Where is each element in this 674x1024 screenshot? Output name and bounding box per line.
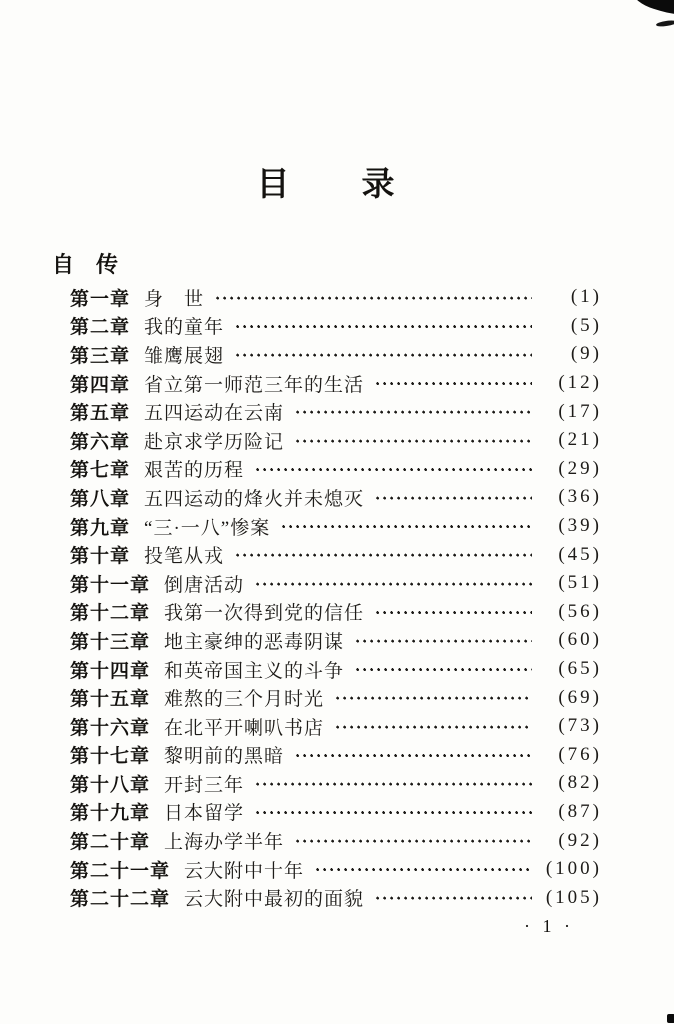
chapter-title: 身 世 xyxy=(144,288,205,310)
chapter-label: 第十五章 xyxy=(70,689,151,711)
dot-leader xyxy=(296,397,532,426)
chapter-page-number: (56) xyxy=(558,600,602,622)
chapter-title: 上海办学半年 xyxy=(164,832,285,854)
chapter-page-number: (65) xyxy=(558,658,602,680)
section-heading-autobiography: 自 传 xyxy=(52,252,119,277)
chapter-label: 第六章 xyxy=(70,431,131,453)
chapter-label: 第二十章 xyxy=(70,832,151,854)
chapter-page-number: (9) xyxy=(570,343,602,365)
dot-leader xyxy=(282,512,532,541)
dot-leader xyxy=(296,426,532,455)
chapter-title: 投笔从戎 xyxy=(144,546,225,568)
dot-leader xyxy=(336,683,532,712)
chapter-page-number: (87) xyxy=(558,800,602,822)
chapter-label: 第二十二章 xyxy=(70,889,171,911)
chapter-page-number: (105) xyxy=(545,886,602,908)
toc-entry xyxy=(70,655,602,684)
chapter-title: 省立第一师范三年的生活 xyxy=(144,374,365,396)
chapter-title: 我第一次得到党的信任 xyxy=(164,603,365,625)
chapter-title: 五四运动的烽火并未熄灭 xyxy=(144,488,365,510)
toc-entry xyxy=(70,798,602,827)
chapter-label: 第十七章 xyxy=(70,746,151,768)
dot-leader xyxy=(376,369,532,398)
toc-entry xyxy=(70,512,602,541)
chapter-label: 第十四章 xyxy=(70,660,151,682)
toc-entry xyxy=(70,369,602,398)
chapter-page-number: (51) xyxy=(558,572,602,594)
chapter-title: 我的童年 xyxy=(144,317,225,339)
dot-leader xyxy=(256,569,532,598)
toc-entry xyxy=(70,683,602,712)
toc-entry xyxy=(70,712,602,741)
toc-entry xyxy=(70,312,602,341)
chapter-label: 第一章 xyxy=(70,288,131,310)
dot-leader xyxy=(356,655,532,684)
chapter-page-number: (12) xyxy=(558,372,602,394)
chapter-label: 第十二章 xyxy=(70,603,151,625)
dot-leader xyxy=(296,741,532,770)
chapter-page-number: (5) xyxy=(570,314,602,336)
dot-leader xyxy=(376,483,532,512)
chapter-page-number: (29) xyxy=(558,457,602,479)
chapter-label: 第七章 xyxy=(70,460,131,482)
chapter-label: 第二章 xyxy=(70,317,131,339)
toc-entry xyxy=(70,340,602,369)
chapter-title: 赴京求学历险记 xyxy=(144,431,285,453)
chapter-title: 开封三年 xyxy=(164,774,245,796)
chapter-label: 第八章 xyxy=(70,488,131,510)
chapter-label: 第十一章 xyxy=(70,574,151,596)
chapter-label: 第十三章 xyxy=(70,631,151,653)
toc-entry xyxy=(70,283,602,312)
chapter-page-number: (92) xyxy=(558,829,602,851)
chapter-title: 地主豪绅的恶毒阴谋 xyxy=(164,631,345,653)
chapter-label: 第十六章 xyxy=(70,717,151,739)
toc-entry xyxy=(70,769,602,798)
chapter-title: 黎明前的黑暗 xyxy=(164,746,285,768)
chapter-page-number: (60) xyxy=(558,629,602,651)
chapter-title: 五四运动在云南 xyxy=(144,403,285,425)
footer-page-number: · 1 · xyxy=(524,916,574,936)
chapter-label: 第九章 xyxy=(70,517,131,539)
toc-entry xyxy=(70,397,602,426)
toc-entry xyxy=(70,455,602,484)
toc-entry xyxy=(70,826,602,855)
chapter-page-number: (17) xyxy=(558,400,602,422)
toc-entry xyxy=(70,483,602,512)
toc-entry xyxy=(70,540,602,569)
toc-entry xyxy=(70,855,602,884)
ink-speck-bottom-right xyxy=(667,1014,674,1023)
chapter-page-number: (21) xyxy=(558,429,602,451)
ink-smudge-top-right-tail xyxy=(656,20,674,27)
chapter-label: 第五章 xyxy=(70,403,131,425)
toc-entry xyxy=(70,883,602,912)
dot-leader xyxy=(256,798,532,827)
page-title: 目 录 xyxy=(256,167,397,203)
dot-leader xyxy=(236,312,532,341)
chapter-title: 和英帝国主义的斗争 xyxy=(164,660,345,682)
chapter-title: 在北平开喇叭书店 xyxy=(164,717,325,739)
chapter-title: 倒唐活动 xyxy=(164,574,245,596)
dot-leader xyxy=(316,855,532,884)
dot-leader xyxy=(296,826,532,855)
chapter-page-number: (76) xyxy=(558,743,602,765)
toc-entry xyxy=(70,626,602,655)
dot-leader xyxy=(256,769,532,798)
chapter-label: 第二十一章 xyxy=(70,860,171,882)
toc-entry xyxy=(70,741,602,770)
dot-leader xyxy=(376,598,532,627)
dot-leader xyxy=(336,712,532,741)
chapter-page-number: (36) xyxy=(558,486,602,508)
chapter-page-number: (73) xyxy=(558,715,602,737)
toc-entry xyxy=(70,569,602,598)
toc-entry xyxy=(70,426,602,455)
chapter-title: 日本留学 xyxy=(164,803,245,825)
dot-leader xyxy=(376,883,532,912)
dot-leader xyxy=(356,626,532,655)
chapter-label: 第四章 xyxy=(70,374,131,396)
chapter-title: 雏鹰展翅 xyxy=(144,345,225,367)
toc-entry xyxy=(70,598,602,627)
chapter-title: “三·一八”惨案 xyxy=(144,517,271,539)
chapter-title: 云大附中十年 xyxy=(184,860,305,882)
chapter-title: 难熬的三个月时光 xyxy=(164,689,325,711)
ink-smudge-top-right xyxy=(632,0,674,21)
chapter-title: 艰苦的历程 xyxy=(144,460,245,482)
chapter-page-number: (45) xyxy=(558,543,602,565)
chapter-label: 第十八章 xyxy=(70,774,151,796)
chapter-page-number: (82) xyxy=(558,772,602,794)
chapter-page-number: (69) xyxy=(558,686,602,708)
chapter-page-number: (1) xyxy=(570,286,602,308)
chapter-page-number: (100) xyxy=(545,858,602,880)
chapter-label: 第三章 xyxy=(70,345,131,367)
chapter-page-number: (39) xyxy=(558,515,602,537)
chapter-label: 第十九章 xyxy=(70,803,151,825)
dot-leader xyxy=(256,455,532,484)
toc-entry-list xyxy=(70,283,602,912)
chapter-label: 第十章 xyxy=(70,546,131,568)
dot-leader xyxy=(236,340,532,369)
chapter-title: 云大附中最初的面貌 xyxy=(184,889,365,911)
dot-leader xyxy=(236,540,532,569)
dot-leader xyxy=(216,283,532,312)
